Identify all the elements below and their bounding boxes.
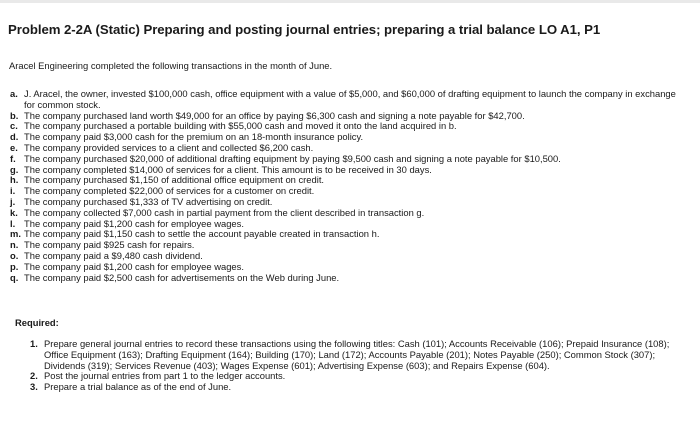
transaction-letter: c. [10,120,18,132]
transaction-text: The company purchased $1,333 of TV advertising on credit. [24,195,273,207]
transaction-text: The company paid $1,150 cash to settle the account payable created in transaction h. [24,228,380,240]
transaction-letter: b. [10,109,19,121]
transaction-text: The company paid $925 cash for repairs. [24,239,195,251]
transaction-letter: q. [10,271,19,283]
required-number: 2. [30,370,38,382]
problem-title: Problem 2-2A (Static) Preparing and posting journal entries; preparing a trial balance LO A1, P1 [8,22,601,37]
required-text: Prepare general journal entries to record these transactions using the following titles: Cash (101); Accounts Receivable (106); Prepaid Insurance (108); Office Equipment (163); Drafting Equipment (164); Building (170); Land (172); Accounts Payable (201); Notes Payable (250); Common Stock (307); Dividends (319); Services Revenue (403); Wages Expense (601); Advertising Expense (603); and Repairs Expense (604). [44,338,670,371]
required-item [30,382,670,393]
transaction-text: The company purchased a portable building with $55,000 cash and moved it onto the land acquired in b. [24,120,457,132]
transaction-letter: g. [10,163,19,175]
transaction-letter: h. [10,174,19,186]
transaction-text: The company collected $7,000 cash in partial payment from the client described in transaction g. [24,206,425,218]
transactions-list [10,89,680,283]
required-item [30,339,670,371]
transaction-letter: m. [10,228,21,240]
transaction-text: The company paid $3,000 cash for the premium on an 18-month insurance policy. [24,131,364,143]
required-number: 1. [30,338,38,349]
required-text: Prepare a trial balance as of the end of June. [44,381,232,393]
required-number: 3. [30,381,38,393]
transaction-text: The company completed $14,000 of services for a client. This amount is to be received in 30 days. [24,163,432,175]
transaction-letter: p. [10,260,19,272]
transaction-letter: d. [10,131,19,143]
transaction-item [10,89,680,111]
transaction-text: The company paid $1,200 cash for employee wages. [24,217,244,229]
transaction-letter: j. [10,195,16,207]
transaction-letter: n. [10,239,19,251]
transaction-text: The company purchased land worth $49,000 for an office by paying $6,300 cash and signing a note payable for $42,700. [24,109,525,121]
required-heading: Required: [15,317,59,328]
transaction-letter: l. [10,217,16,229]
transaction-letter: a. [10,88,18,99]
transaction-text: The company paid a $9,480 cash dividend. [24,249,203,261]
transaction-text: J. Aracel, the owner, invested $100,000 cash, office equipment with a value of $5,000, and $60,000 of drafting equipment to launch the company in exchange for common stock. [24,88,676,110]
transaction-letter: o. [10,249,19,261]
transaction-text: The company paid $2,500 cash for advertisements on the Web during June. [24,271,340,283]
problem-intro: Aracel Engineering completed the following transactions in the month of June. [9,60,333,71]
top-divider [0,0,700,3]
transaction-text: The company purchased $20,000 of additional drafting equipment by paying $9,500 cash and signing a note payable for $10,500. [24,152,561,164]
required-list [30,339,670,393]
transaction-letter: f. [10,152,16,164]
transaction-text: The company paid $1,200 cash for employee wages. [24,260,244,272]
transaction-item [10,273,680,284]
transaction-text: The company completed $22,000 of services for a customer on credit. [24,185,315,197]
transaction-letter: e. [10,141,18,153]
required-text: Post the journal entries from part 1 to the ledger accounts. [44,370,286,382]
transaction-letter: k. [10,206,18,218]
transaction-letter: i. [10,185,16,197]
transaction-text: The company provided services to a client and collected $6,200 cash. [24,141,314,153]
transaction-text: The company purchased $1,150 of additional office equipment on credit. [24,174,325,186]
